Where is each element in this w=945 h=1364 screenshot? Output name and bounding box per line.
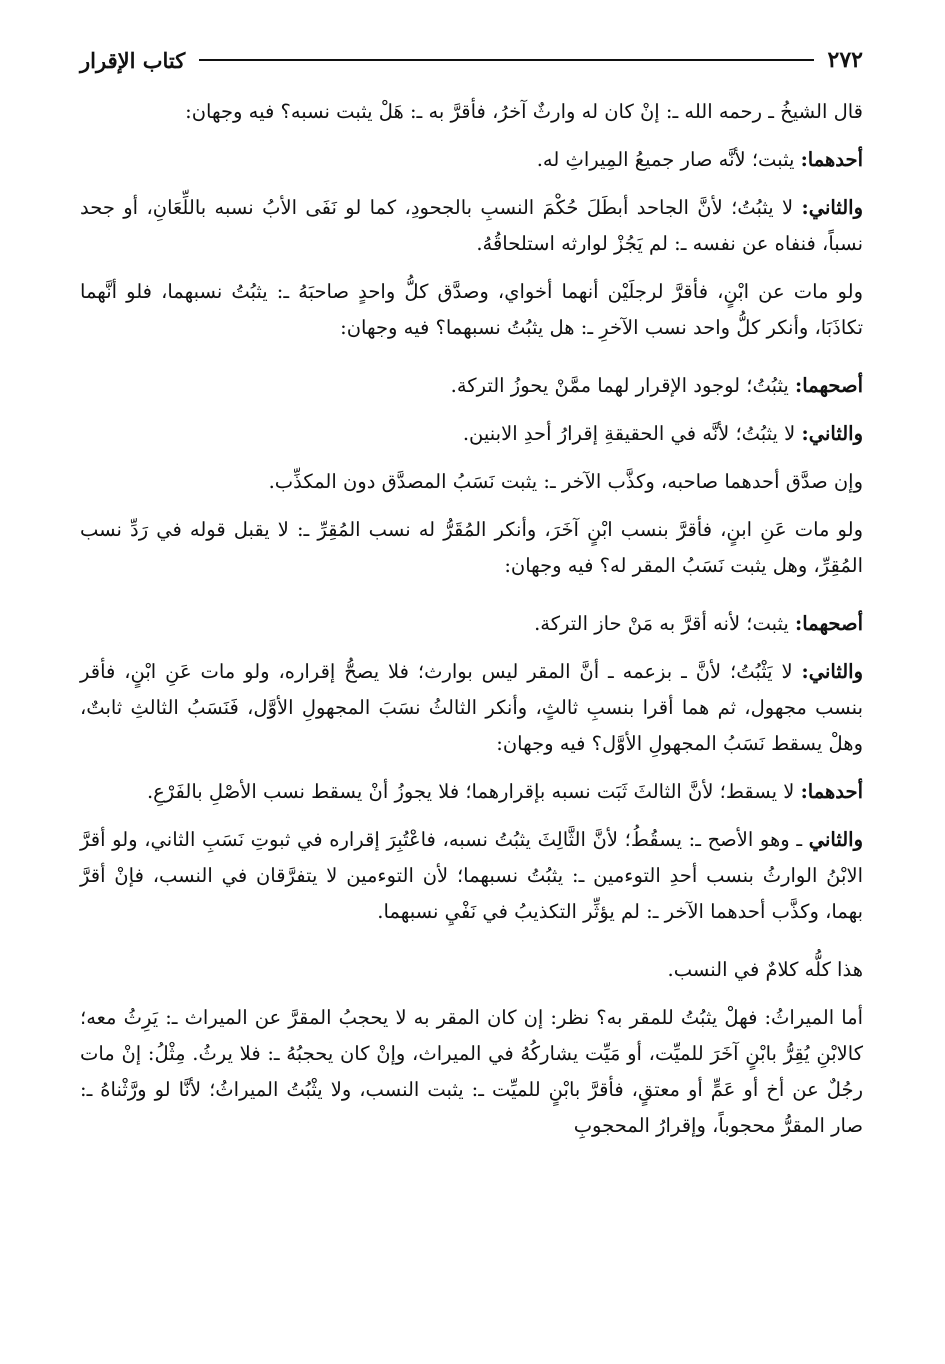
paragraph-text: ولو مات عن ابْنٍ، فأقرَّ لرجلَيْن أنهما أخواي، وصدَّق كلُّ واحدٍ صاحبَهُ ـ: يثبُتُ نسبهما، فلو أنَّهما تكاذَبَا، وأنكر كلُّ واحد نسب الآخرِ ـ: هل يثبُتُ نسبهما؟ فيه وجهان: xyxy=(80,280,863,339)
paragraph xyxy=(80,822,863,930)
paragraph-text: يثبت؛ لأنه أقرَّ به مَنْ حاز التركة. xyxy=(534,612,796,635)
paragraph-text: لا يثبُتُ؛ لأنَّ الجاحد أبطَلَ حُكْمَ النسبِ بالجحودِ، كما لو نَفَى الأبُ نسبه باللِّعَانِ، أو جحد نسباً، فنفاه عن نفسه ـ: لم يَجُزْ لوارثه استلحاقُهُ. xyxy=(80,196,863,255)
paragraph-text: يثبُتُ؛ لوجود الإقرار لهما ممَّنْ يحوزُ التركة. xyxy=(450,374,796,397)
paragraph-text: أما الميراثُ: فهلْ يثبُتُ للمقر به؟ نظر: إن كان المقر به لا يحجبُ المقرَّ عن الميراث ـ: يَرِثُ معه؛ كالابْنِ يُقِرُّ بابْنٍ آخَرَ للميِّت، أو مَيِّت يشاركُهُ في الميراث، وإنْ كان يحجبُهُ ـ: فلا يرثُ. مِثْلُ: إنْ مات رجُلٌ عن أخ أو عَمٍّ أو معتقٍ، فأقرَّ بابْنٍ للميِّت ـ: يثبت النسب، ولا يثْبُتُ الميراثُ؛ لأنَّا لو ورَّثْناهُ ـ: صار المقرُّ محجوباً، وإقرارُ المحجوبِ xyxy=(80,1006,863,1137)
paragraph xyxy=(80,606,863,642)
paragraph xyxy=(80,1000,863,1144)
paragraph-text: قال الشيخُ ـ رحمه الله ـ: إنْ كان له وارثٌ آخرُ، فأقرَّ به ـ: هَلْ يثبت نسبه؟ فيه وجهان: xyxy=(185,100,863,123)
paragraph xyxy=(80,774,863,810)
page-number: ٢٧٢ xyxy=(827,47,863,73)
paragraph-text: ولو مات عَنِ ابنٍ، فأقرَّ بنسب ابْنٍ آخَرَ، وأنكر المُقَرُّ له نسب المُقِرِّ ـ: لا يقبل قوله في رَدِّ نسب المُقِرِّ، وهل يثبت نَسَبُ المقر له؟ فيه وجهان: xyxy=(80,518,863,577)
paragraph xyxy=(80,368,863,404)
paragraph xyxy=(80,512,863,584)
paragraph-label: أحدهما: xyxy=(800,148,863,171)
header-rule xyxy=(199,59,813,61)
page-header xyxy=(80,40,863,80)
paragraph-text: ـ وهو الأصح ـ: يسقُطُ؛ لأنَّ الثَّالِثَ يثبُتُ نسبه، فاعْتُبِرَ إقراره في ثبوتِ نَسَبِ الثاني، ولو أقرَّ الابْنُ الوارثُ بنسب أحدِ التوءمين ـ: يثبُتُ نسبهما؛ لأن التوءمين لا يتفرَّقان في النسب، فإنْ أقرَّ بهما، وكذَّب أحدهما الآخر ـ: لم يؤثِّر التكذيبُ في نَفْيِ نسبهما. xyxy=(80,828,863,923)
paragraph-label: أصحهما: xyxy=(795,612,863,635)
paragraph-label: والثاني: xyxy=(801,196,863,219)
running-title: كتاب الإقرار xyxy=(80,47,186,73)
paragraph-text: لا يسقط؛ لأنَّ الثالثَ ثَبَت نسبه بإقرارهما؛ فلا يجوزُ أنْ يسقط نسب الأصْلِ بالفَرْعِ. xyxy=(146,780,801,803)
paragraph-text: يثبت؛ لأنَّه صار جميعُ المِيراثِ له. xyxy=(536,148,801,171)
paragraph xyxy=(80,416,863,452)
paragraph xyxy=(80,274,863,346)
paragraph xyxy=(80,94,863,130)
paragraph xyxy=(80,464,863,500)
paragraph-text: هذا كلُّه كلامٌ في النسب. xyxy=(667,958,863,981)
paragraph-label: أصحهما: xyxy=(795,374,863,397)
body-text xyxy=(80,94,863,1144)
paragraph xyxy=(80,190,863,262)
paragraph xyxy=(80,142,863,178)
paragraph xyxy=(80,654,863,762)
paragraph-label: والثاني: xyxy=(801,660,863,683)
paragraph xyxy=(80,952,863,988)
paragraph-text: لا يثبُتُ؛ لأنَّه في الحقيقةِ إقرارُ أحدِ الابنين. xyxy=(462,422,802,445)
paragraph-label: أحدهما: xyxy=(800,780,863,803)
paragraph-label: والثاني xyxy=(808,828,863,851)
paragraph-text: لا يَثْبُتُ؛ لأنَّ ـ بزعمه ـ أنَّ المقر ليس بوارث؛ فلا يصحُّ إقراره، ولو مات عَنِ ابْنٍ، فأقر بنسب مجهول، ثم هما أقرا بنسبِ ثالثٍ، وأنكر الثالثُ نسَبَ المجهولِ الأوَّل، فَنَسَبُ الثالثِ ثابتٌ، وهلْ يسقط نَسَبُ المجهولِ الأوَّل؟ فيه وجهان: xyxy=(80,660,863,755)
paragraph-text: وإن صدَّق أحدهما صاحبه، وكذَّب الآخر ـ: يثبت نَسَبُ المصدَّق دون المكذِّب. xyxy=(268,470,863,493)
paragraph-label: والثاني: xyxy=(801,422,863,445)
